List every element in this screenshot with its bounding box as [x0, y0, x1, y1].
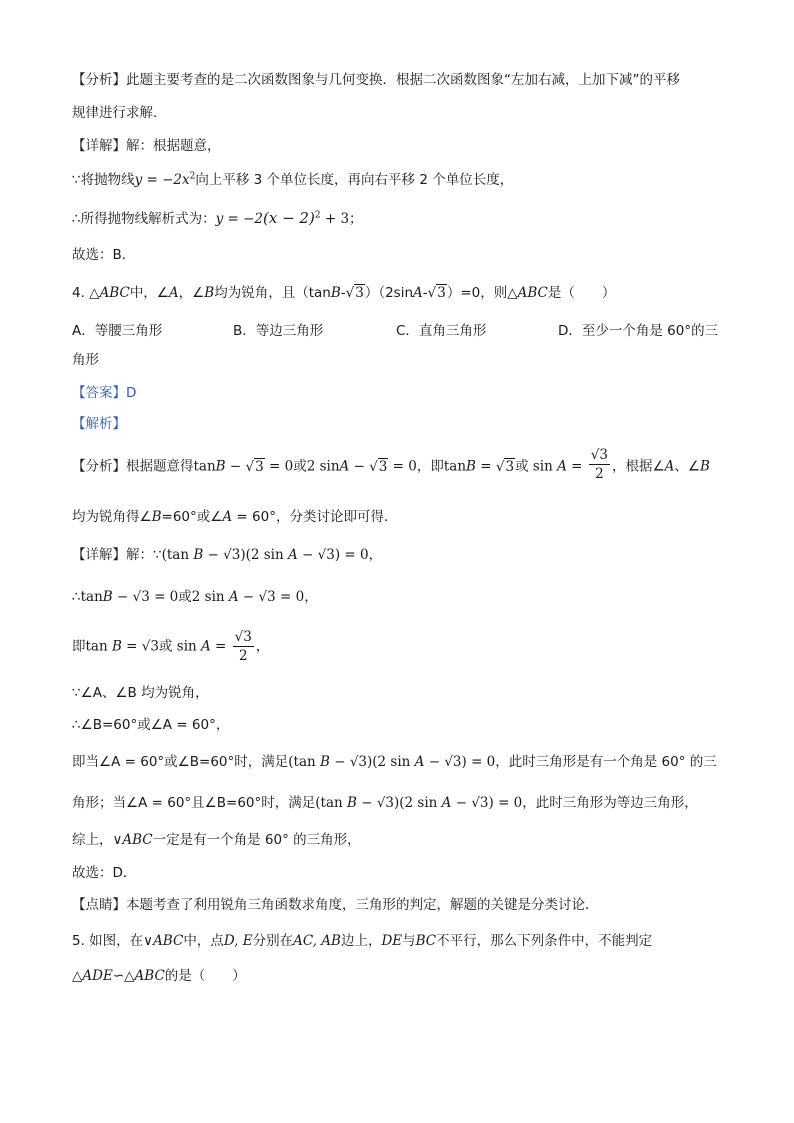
- eq-product-3: (tan B − √3)(2 sin A − √3) = 0: [315, 795, 523, 811]
- q5-acab: AC, AB: [293, 933, 341, 949]
- q4-analysis-line-1: [72, 448, 710, 485]
- fraction-sqrt3-over-2: [589, 446, 610, 483]
- q4-detail-l8-post: 一定是有一个角是 60° 的三角形，: [152, 832, 361, 848]
- q4-analysis-t3: ，即: [416, 458, 444, 475]
- fraction-2-num-value: 3: [243, 629, 252, 645]
- sqrt3-a: √3: [245, 458, 264, 475]
- var-B-3: B: [699, 458, 710, 475]
- q5-de: D, E: [223, 933, 253, 949]
- eq-tan: tanB − √3 = 0: [80, 589, 179, 605]
- sqrt3-c: √3: [495, 458, 515, 475]
- eq-sin-sqrt: 3: [267, 589, 276, 605]
- q4-detail-abc: ABC: [122, 832, 153, 848]
- answer-label: [72, 381, 136, 401]
- q4-A2: A: [413, 285, 423, 301]
- q4-detail-l6-post: ，此时三角形是有一个角是 60° 的三: [495, 754, 717, 770]
- detail-line-4: [72, 243, 135, 263]
- option-c[interactable]: C．直角三角形: [396, 323, 487, 339]
- q4-detail-l3-pre: 即: [72, 638, 86, 655]
- q4-detail-l2-pre: ∴: [72, 589, 81, 605]
- detail-line-3: [72, 207, 363, 227]
- triangle-symbol-2: ∨: [143, 933, 154, 949]
- q4-stem-g: -: [422, 285, 428, 301]
- var-B-4: B: [151, 509, 162, 525]
- q5-l1-c: 分别在: [252, 933, 294, 949]
- q4-analysis-l2a: 均为锐角得∠: [72, 509, 152, 525]
- fraction-2-num: √3: [234, 629, 252, 645]
- q4-detail-line-6: [72, 750, 717, 770]
- option-d[interactable]: D．至少一个角是 60°的三: [558, 323, 719, 339]
- q4-analysis-l2b: =60°或∠: [161, 509, 223, 525]
- eq-product-2-sqrt-a: 3: [358, 754, 368, 770]
- var-A-4: A: [222, 509, 233, 525]
- q5-l1-d: 边上，: [340, 933, 382, 949]
- sqrt3-c-value: 3: [505, 458, 515, 475]
- equation-parabola: y = −2x: [134, 172, 190, 188]
- equation-result-c: + 3: [320, 211, 350, 227]
- sqrt3-b: √3: [369, 458, 388, 475]
- q4-analysis-t5: ，根据∠: [611, 458, 665, 475]
- sqrt-3-value: 3: [355, 285, 364, 301]
- sqrt-3b: √3: [427, 285, 446, 301]
- q5-l1-f: 不平行，那么下列条件中，不能判定: [436, 933, 653, 949]
- eq-product-2: (tan B − √3)(2 sin A − √3) = 0: [288, 754, 496, 770]
- eq-product-1-sqrt-b: 3: [326, 547, 335, 563]
- option-b[interactable]: B．等边三角形: [233, 323, 324, 339]
- eq-product-2-sqrt-b: 3: [452, 754, 462, 770]
- q4-analysis-line-2: [72, 505, 397, 525]
- jiexi-text: 【解析】: [72, 416, 126, 432]
- q5-abc: ABC: [153, 933, 184, 949]
- detail-l2-post: 向上平移 3 个单位长度，再向右平移 2 个单位长度，: [195, 172, 514, 188]
- answer-prev: 故选：B．: [72, 247, 136, 263]
- q5-stem-1: [72, 929, 652, 949]
- q4-detail-line-1: [72, 543, 382, 563]
- minus-2: −: [349, 458, 370, 475]
- detail-label: 【详解】: [72, 138, 126, 154]
- minus: −: [225, 458, 246, 475]
- q4-stem-a: 4. △: [72, 285, 100, 301]
- option-d-cont: [72, 348, 99, 368]
- q4-detail-l7-post: ，此时三角形为等边三角形，: [522, 795, 698, 811]
- q4-detail-l1-post: ，: [368, 547, 383, 563]
- q4-detail-l2-mid: 或: [178, 589, 192, 605]
- q5-stem-2: [72, 964, 246, 984]
- detail-l2-pre: ∵将抛物线: [72, 172, 135, 188]
- triangle-symbol: ∨: [112, 832, 123, 848]
- q4-detail-l5: ∴∠B=60°或∠A = 60°，: [72, 717, 230, 733]
- q4-detail-l2-post: ，: [304, 589, 318, 605]
- q5-l2-a: △: [72, 968, 83, 984]
- q4-analysis-t1: 根据题意得: [126, 458, 194, 475]
- q4-detail-line-7: [72, 791, 698, 811]
- q4-detail-l7-pre: 角形；当∠A = 60°且∠B=60°时，满足: [72, 795, 316, 811]
- fraction-num-value: 3: [599, 447, 608, 463]
- detail-l3-pre: ∴所得抛物线解析式为：: [72, 211, 216, 227]
- var-A: A: [339, 458, 350, 475]
- q4-detail-l6-pre: 即当∠A = 60°或∠B=60°时，满足: [72, 754, 289, 770]
- q4-stem-i: 是（ ）: [547, 285, 616, 301]
- q4-stem: [72, 281, 615, 301]
- sin-fn: sin: [319, 458, 340, 475]
- analysis-line-1: [72, 68, 680, 88]
- q4-B2: B: [330, 285, 341, 301]
- eq0-2: = 0: [388, 458, 417, 475]
- q5-l1-b: 中，点: [183, 933, 224, 949]
- detail-line-1: [72, 134, 221, 154]
- q4-detail-line-5: [72, 713, 229, 733]
- detail-text: 解：根据题意，: [126, 138, 221, 154]
- eq-sin: 2 sin A − √3 = 0: [191, 589, 305, 605]
- q5-BC: BC: [415, 933, 437, 949]
- analysis-text: 此题主要考查的是二次函数图象与几何变换．根据二次函数图象“左加右减，上加下减”的平移: [126, 72, 680, 88]
- q4-comment-label: 【点睛】: [72, 897, 126, 913]
- q4-detail-l3-mid: 或: [158, 638, 173, 655]
- q4-detail-line-2: [72, 585, 318, 605]
- sqrt3-a-value: 3: [255, 458, 264, 475]
- q4-abc: ABC: [99, 285, 130, 301]
- eq-tan-b-sqrt: 3: [150, 638, 159, 655]
- var-B: B: [215, 458, 226, 475]
- q4-detail-l8: 综上，: [72, 832, 113, 848]
- sqrt-3b-value: 3: [437, 285, 446, 301]
- q4-detail-l3-post: ，: [255, 638, 270, 655]
- q4-comment: [72, 893, 599, 913]
- sin-fn-2: sin: [532, 458, 553, 475]
- q4-comment-text: 本题考查了利用锐角三角函数求角度，三角形的判定，解题的关键是分类讨论．: [126, 897, 599, 913]
- two: 2: [306, 458, 316, 475]
- sqrt3-b-value: 3: [378, 458, 388, 475]
- q4-stem-d: 均为锐角，且（tan: [214, 285, 331, 301]
- eq-tan-sqrt: 3: [141, 589, 150, 605]
- q4-detail-label: 【详解】: [72, 547, 126, 563]
- exponent-2: 2: [314, 210, 321, 221]
- q4-detail-l1-pre: 解：∵: [126, 547, 162, 563]
- fraction-2-den: 2: [238, 648, 248, 664]
- q5-DE: DE: [381, 933, 403, 949]
- q4-analysis-l2c: = 60°，分类讨论即可得．: [232, 509, 398, 525]
- var-A-2: A: [557, 458, 567, 475]
- detail-line-2: [72, 168, 513, 188]
- q4-stem-b: 中，∠: [129, 285, 169, 301]
- analysis-line-2: [72, 101, 167, 121]
- tan-fn-2: tan: [443, 458, 467, 475]
- analysis-text-2: 规律进行求解．: [72, 105, 167, 121]
- q4-analysis-label: 【分析】: [72, 458, 126, 475]
- eq0: = 0: [264, 458, 294, 475]
- sqrt-3: √3: [345, 285, 364, 301]
- q4-stem-h: ）=0，则△: [446, 285, 518, 301]
- equation-result-b: (x − 2): [263, 209, 315, 227]
- q4-A: A: [168, 285, 179, 301]
- eq-product-1-sqrt-a: 3: [231, 547, 241, 563]
- eq-sign-2: =: [566, 458, 587, 475]
- q4-detail-line-4: [72, 681, 209, 701]
- fraction-2: [233, 628, 254, 665]
- q5-l2-b: 的是（ ）: [164, 968, 246, 984]
- q5-abc-2: ABC: [134, 968, 165, 984]
- q4-detail-l9: 故选：D．: [72, 865, 137, 881]
- q5-l1-a: 5. 如图，在: [72, 933, 144, 949]
- eq-product-3-sqrt-a: 3: [385, 795, 395, 811]
- jiexi-label: [72, 412, 126, 432]
- q4-stem-f: ）（2sin: [364, 285, 414, 301]
- q4-detail-line-3: [72, 628, 269, 665]
- q4-analysis-t2: 或: [293, 458, 307, 475]
- q4-detail-line-8: [72, 828, 361, 848]
- eq-product-1: (tan B − √3)(2 sin A − √3) = 0: [161, 547, 369, 563]
- q5-l1-e: 与: [402, 933, 416, 949]
- answer-text: 【答案】D: [72, 385, 137, 401]
- q4-B: B: [204, 285, 215, 301]
- q4-stem-c: ，∠: [178, 285, 205, 301]
- exponent: 2: [189, 171, 196, 182]
- option-a[interactable]: A．等腰三角形: [72, 323, 163, 339]
- eq-sign: =: [475, 458, 496, 475]
- q5-ade: ADE: [82, 968, 113, 984]
- fraction-denominator: 2: [595, 466, 604, 482]
- q4-abc2: ABC: [517, 285, 548, 301]
- eq-tan-b: tan B = √3: [85, 638, 159, 655]
- detail-l3-post: ；: [349, 211, 363, 227]
- fraction-numerator: √3: [590, 447, 608, 463]
- var-A-3: A: [664, 458, 675, 475]
- tan-fn: tan: [193, 458, 216, 475]
- q4-analysis-t6: 、∠: [674, 458, 700, 475]
- q4-stem-e: -: [340, 285, 346, 301]
- eq-sin-a: sin A =: [176, 638, 231, 655]
- analysis-label: 【分析】: [72, 72, 126, 88]
- option-d-text-2: 角形: [72, 352, 99, 368]
- eq-product-3-sqrt-b: 3: [479, 795, 489, 811]
- equation-result-a: y = −2: [215, 211, 264, 227]
- q4-detail-l4: ∵∠A、∠B 均为锐角，: [72, 685, 209, 701]
- q4-analysis-t4: 或: [515, 458, 529, 475]
- q5-sim: ∽△: [112, 968, 135, 984]
- var-B-2: B: [466, 458, 476, 475]
- q4-detail-line-9: [72, 861, 136, 881]
